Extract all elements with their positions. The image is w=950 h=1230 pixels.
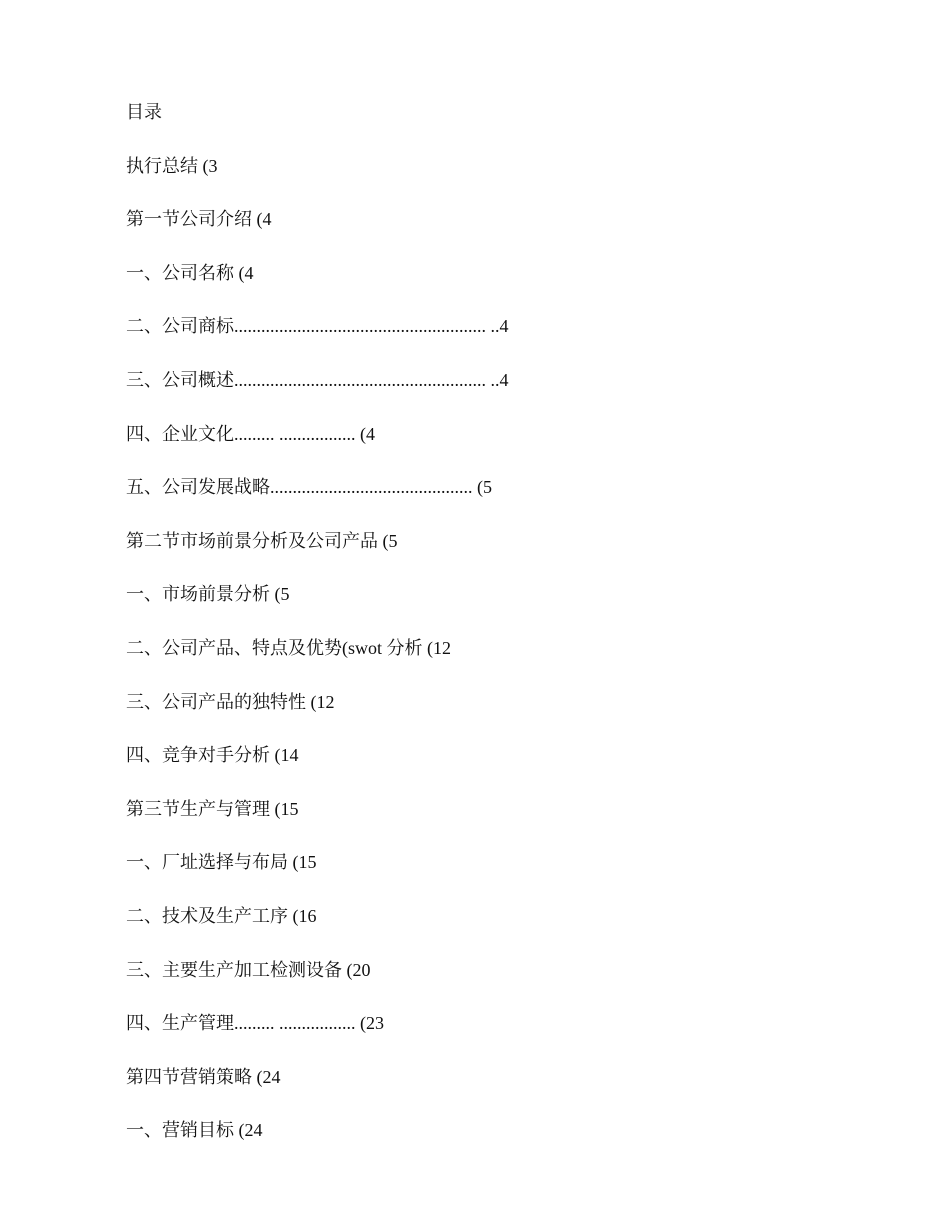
toc-entry: 四、企业文化......... ................. (4 (126, 423, 375, 444)
toc-entry-section-3: 第三节生产与管理 (15 (126, 798, 299, 819)
toc-entry: 一、厂址选择与布局 (15 (126, 852, 317, 873)
toc-entry: 四、竞争对手分析 (14 (126, 745, 299, 766)
toc-entry: 二、技术及生产工序 (16 (126, 905, 317, 926)
table-of-contents (126, 99, 509, 1171)
toc-entry-section-1: 第一节公司介绍 (4 (126, 209, 272, 230)
toc-entry: 一、公司名称 (4 (126, 262, 254, 283)
toc-entry-section-4: 第四节营销策略 (24 (126, 1066, 281, 1087)
toc-entry: 二、公司商标........................................................ ..4 (126, 316, 509, 337)
toc-entry: 一、营销目标 (24 (126, 1120, 263, 1141)
toc-entry: 三、主要生产加工检测设备 (20 (126, 959, 371, 980)
toc-entry: 一、市场前景分析 (5 (126, 584, 290, 605)
toc-entry: 二、公司产品、特点及优势(swot 分析 (12 (126, 637, 451, 658)
toc-entry: 四、生产管理......... ................. (23 (126, 1013, 384, 1034)
toc-entry-executive-summary: 执行总结 (3 (126, 155, 218, 176)
toc-entry: 三、公司概述........................................................ ..4 (126, 369, 509, 390)
toc-entry-section-2: 第二节市场前景分析及公司产品 (5 (126, 530, 398, 551)
toc-entry: 五、公司发展战略............................................. (5 (126, 477, 492, 498)
toc-title: 目录 (126, 102, 162, 122)
toc-entry: 三、公司产品的独特性 (12 (126, 691, 335, 712)
